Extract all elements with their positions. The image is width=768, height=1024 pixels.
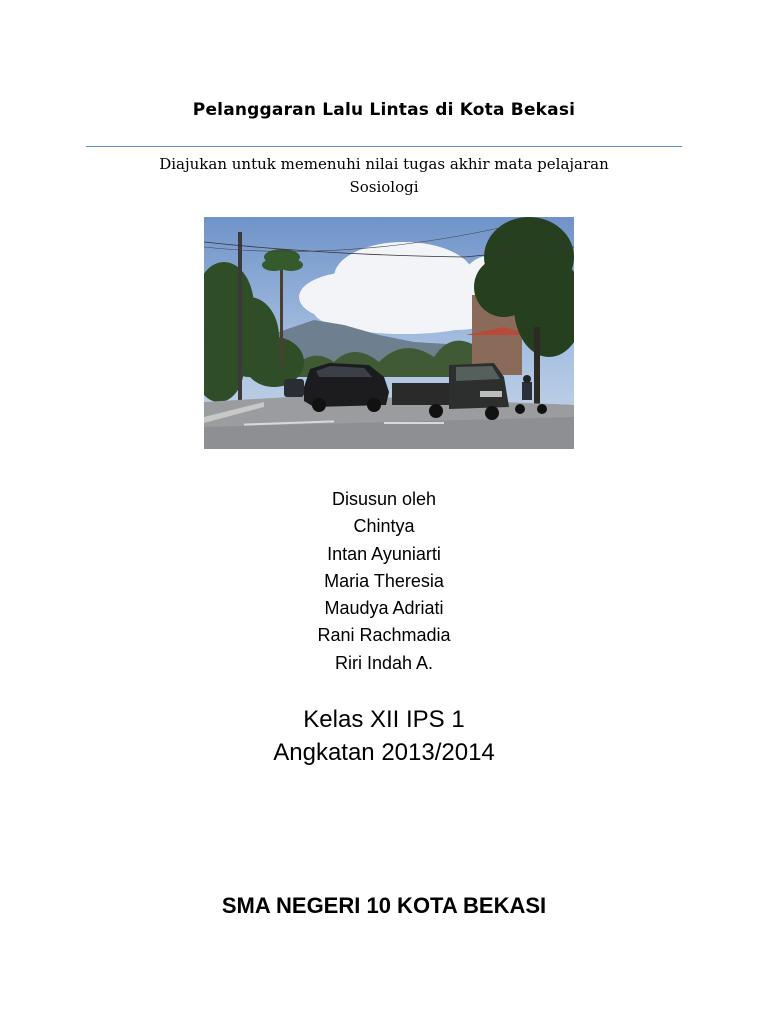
title-divider [86,146,682,147]
author-name: Maudya Adriati [324,598,444,619]
prepared-by-label: Disusun oleh [331,489,437,509]
street-scene-illustration [204,217,574,449]
class-info [0,703,768,769]
cover-photo [204,217,574,449]
document-subtitle [110,153,658,199]
cohort-label: Angkatan 2013/2014 [273,739,495,766]
document-title: Pelanggaran Lalu Lintas di Kota Bekasi [192,100,576,120]
class-label: Kelas XII IPS 1 [303,706,465,733]
author-name: Riri Indah A. [334,652,434,673]
author-name: Intan Ayuniarti [327,543,441,564]
subtitle-line-1: Diajukan untuk memenuhi nilai tugas akhir mata pelajaran [159,155,609,173]
author-name: Chintya [353,516,415,537]
author-name: Maria Theresia [324,570,444,591]
author-name: Rani Rachmadia [317,625,451,646]
subtitle-line-2: Sosiologi [349,178,419,196]
school-name: SMA NEGERI 10 KOTA BEKASI [221,893,547,918]
authors-block [0,486,768,677]
